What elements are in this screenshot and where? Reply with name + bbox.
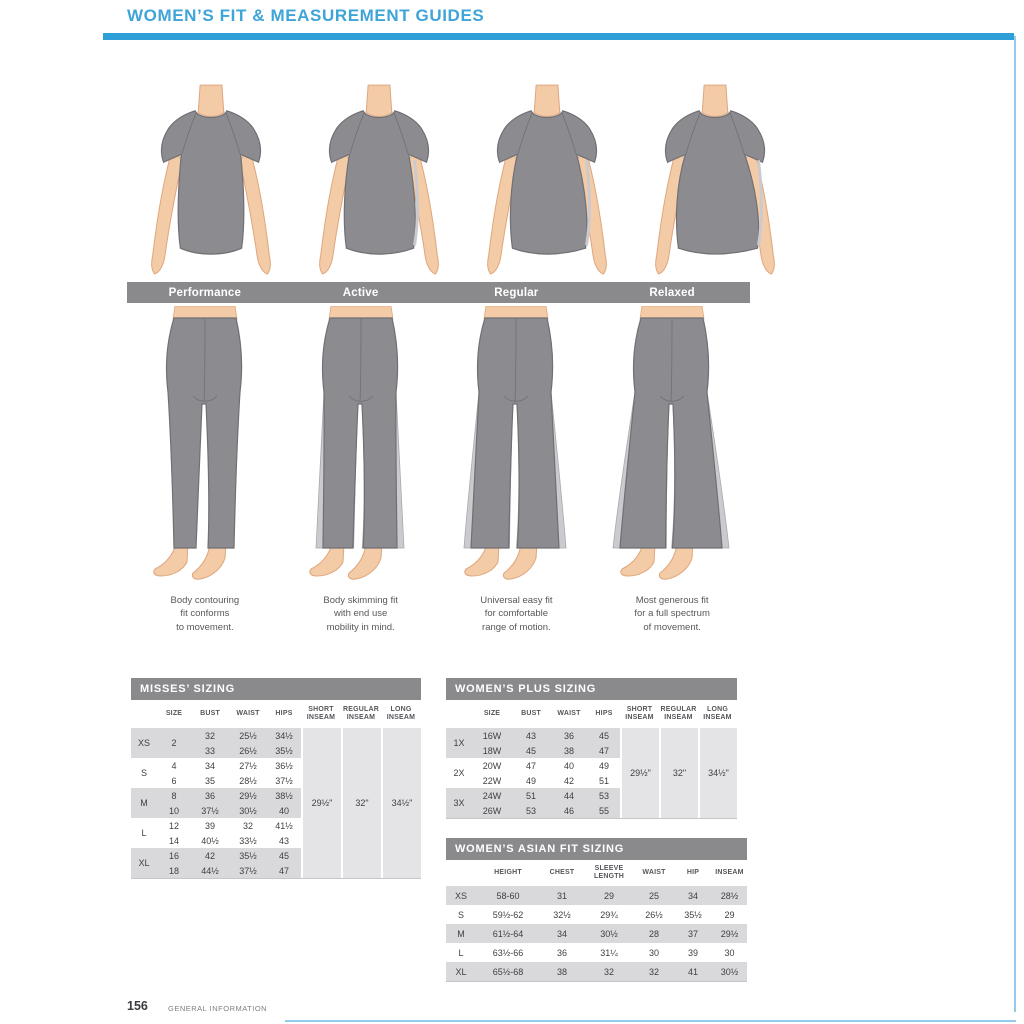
fit-description-line: fit conforms [180,608,230,620]
table-cell: 34 [204,760,215,771]
page-title: WOMEN’S FIT & MEASUREMENT GUIDES [127,6,485,25]
table-cell: 28½ [720,890,739,901]
fit-labels-banner [127,282,750,303]
inseam-band: 32" [343,728,381,878]
pants-graphic [597,306,747,584]
col-header-spacer [446,700,472,728]
table-cell: 28½ [239,775,257,786]
table-cell: 39 [204,820,215,831]
fit-description [127,594,283,634]
table-cell: 25 [648,890,659,901]
measurement-rows [512,788,620,818]
table-row [446,962,747,981]
table-body [131,728,421,879]
figure-right-foot [192,544,226,579]
col-header-spacer [446,860,476,886]
size-group-row [131,758,301,788]
table-cell: 33 [204,745,215,756]
column-header: WAIST [557,709,581,717]
table-row [191,743,301,758]
table-cell: 49 [525,775,536,786]
fit-description-line: with end use [333,608,388,620]
size-number: 12 [168,820,179,831]
table-cell: 59½-62 [492,909,524,920]
size-number: 2 [171,738,177,748]
table-row [191,848,301,863]
size-label: L [458,947,464,958]
table-row [446,943,747,962]
table-header-row [446,860,747,886]
fit-description [439,594,595,634]
table-row [191,758,301,773]
table-cell: 32½ [553,909,571,920]
column-header: INSEAM [715,868,744,876]
column-header: REGULAR INSEAM [660,705,697,721]
column-header: WAIST [642,868,666,876]
table-cell: 42 [204,850,215,861]
pants-illustrations-row [127,306,750,586]
size-numbers [157,848,191,878]
footer-section-label: GENERAL INFORMATION [168,1004,268,1013]
table-title: WOMEN’S PLUS SIZING [446,678,737,700]
table-cell: 29¾ [600,909,618,920]
table-cell: 30 [724,947,735,958]
fit-label: Active [342,286,379,299]
table-row [446,924,747,943]
size-numbers [472,758,512,788]
size-label: M [140,798,148,808]
table-cell: 35 [204,775,215,786]
figure-right-foot [504,544,538,579]
inseam-band: 32" [661,728,698,818]
shirt-body [498,111,597,254]
size-group-row [446,728,620,758]
page-edge-line-vertical [1014,36,1016,1012]
table-row [191,833,301,848]
column-header: SHORT INSEAM [625,705,654,721]
table-cell: 63½-66 [492,947,524,958]
table-row [446,905,747,924]
table-cell: 29½ [720,928,739,939]
fit-label: Regular [494,286,539,299]
fit-label: Relaxed [649,286,695,299]
table-title: MISSES’ SIZING [131,678,421,700]
size-label: XL [138,858,150,868]
column-header: SIZE [483,709,501,717]
header-rule [103,33,1014,40]
pants-body [166,318,241,548]
table-cell: 51 [525,790,536,801]
table-row [512,788,620,803]
table-row [512,773,620,788]
fit-description-line: Body contouring [170,595,240,606]
size-label: S [140,768,147,778]
size-number: 6 [171,775,177,786]
figure-waist [173,306,237,319]
figure-waist [329,306,393,319]
size-number: 18W [482,745,502,756]
fit-description-line: Most generous fit [635,595,709,606]
pants-graphic [286,306,436,584]
table-row [512,803,620,818]
size-number: 4 [171,760,177,771]
pants-illustration [594,306,750,586]
womens-plus-sizing-table [446,678,737,819]
table-cell: 25½ [239,730,257,741]
figure-left-foot [309,544,343,576]
measurement-rows [191,788,301,818]
pants-illustration [127,306,283,586]
fit-description-line: mobility in mind. [326,621,395,633]
table-cell: 37 [687,928,698,939]
table-cell: 36 [556,947,567,958]
size-number: 16 [168,850,179,861]
figure-left-foot [621,544,655,576]
column-header: CHEST [549,868,575,876]
size-group-row [131,848,301,878]
figure-left-foot [154,544,188,576]
figure-right-foot [660,544,694,579]
column-header: HIP [686,868,700,876]
table-cell: 29½ [239,790,257,801]
size-numbers [472,728,512,758]
table-cell: 42 [563,775,574,786]
table-cell: 31 [556,890,567,901]
table-cell: 29 [603,890,614,901]
size-numbers [157,818,191,848]
table-cell: 30½ [720,966,739,977]
measurement-rows [191,758,301,788]
table-cell: 44½ [201,865,219,876]
size-number: 8 [171,790,177,801]
table-cell: 35½ [275,745,293,756]
shirt-illustration [295,84,463,282]
column-header: LONG INSEAM [386,705,416,721]
figure-right-foot [348,544,382,579]
table-cell: 31¼ [600,947,618,958]
table-cell: 34 [687,890,698,901]
table-cell: 36 [563,730,574,741]
size-numbers [157,728,191,758]
table-cell: 65½-68 [492,966,524,977]
pants-graphic [441,306,591,584]
womens-asian-fit-sizing-table [446,838,747,982]
table-cell: 38 [563,745,574,756]
fit-label: Performance [168,286,242,299]
table-cell: 32 [242,820,253,831]
table-row [191,803,301,818]
measurement-rows [191,848,301,878]
size-number: 26W [482,805,502,816]
table-cell: 49 [598,760,609,771]
figure-left-foot [465,544,499,576]
size-label: XS [454,890,467,901]
size-numbers [157,758,191,788]
size-label: S [457,909,464,920]
table-cell: 32 [648,966,659,977]
table-header-row [446,700,737,728]
table-row [191,728,301,743]
table-body [446,728,737,819]
table-cell: 27½ [239,760,257,771]
table-row [191,788,301,803]
size-number: 18 [168,865,179,876]
size-numbers [157,788,191,818]
table-cell: 35½ [684,909,702,920]
fit-description [594,594,750,634]
page-number: 156 [127,999,148,1013]
table-cell: 30½ [239,805,257,816]
column-header: LONG INSEAM [703,705,732,721]
size-group-row [131,788,301,818]
size-number: 22W [482,775,502,786]
col-header-spacer [131,700,157,728]
table-cell: 32 [603,966,614,977]
table-cell: 29 [724,909,735,920]
table-cell: 38 [556,966,567,977]
table-cell: 39 [687,947,698,958]
table-cell: 34½ [275,730,293,741]
size-number: 10 [168,805,179,816]
figure-waist [640,306,704,319]
column-header: BUST [521,709,541,717]
table-cell: 58-60 [496,890,520,901]
fit-description-line: for a full spectrum [634,608,710,620]
shirt-graphic [295,84,463,280]
fit-description-line: of movement. [643,621,701,633]
table-cell: 36½ [275,760,293,771]
size-number: 20W [482,760,502,771]
shirt-illustrations-row [127,84,750,282]
column-header: HIPS [595,709,613,717]
column-header: SIZE [165,709,183,717]
table-row [512,758,620,773]
table-cell: 45 [598,730,609,741]
figure-waist [484,306,548,319]
fit-description-line: to movement. [176,621,234,633]
table-cell: 26½ [645,909,663,920]
column-header: REGULAR INSEAM [342,705,379,721]
shirt-graphic [127,84,295,280]
fit-description [283,594,439,634]
table-cell: 40½ [201,835,219,846]
table-cell: 61½-64 [492,928,524,939]
column-header: SHORT INSEAM [306,705,336,721]
table-cell: 37½ [201,805,219,816]
size-label: 1X [453,738,465,748]
size-number: 24W [482,790,502,801]
table-cell: 30 [648,947,659,958]
fit-description-line: range of motion. [482,621,551,633]
pants-illustration [283,306,439,586]
fit-description-line: Body skimming fit [323,595,398,606]
inseam-band: 34½" [383,728,421,878]
size-label: XL [455,966,467,977]
table-cell: 34 [556,928,567,939]
table-row [191,818,301,833]
size-label: L [141,828,147,838]
pants-body [471,318,559,548]
fit-description-line: Universal easy fit [480,595,553,606]
table-cell: 51 [598,775,609,786]
table-cell: 37½ [239,865,257,876]
table-cell: 53 [525,805,536,816]
table-cell: 43 [525,730,536,741]
table-row [191,773,301,788]
shirt-illustration [631,84,799,282]
table-cell: 41 [687,966,698,977]
table-cell: 35½ [239,850,257,861]
size-label: M [457,928,465,939]
table-cell: 32 [204,730,215,741]
table-body [446,886,747,982]
page-edge-line-horizontal [285,1020,1016,1022]
table-cell: 41½ [275,820,293,831]
table-cell: 40 [563,760,574,771]
pants-graphic [130,306,280,584]
table-row [512,728,620,743]
column-header: HEIGHT [494,868,522,876]
table-cell: 26½ [239,745,257,756]
table-row [446,886,747,905]
size-label: 2X [453,768,465,778]
size-label: 3X [453,798,465,808]
table-cell: 38½ [275,790,293,801]
size-numbers [472,788,512,818]
column-header: HIPS [275,709,293,717]
table-cell: 33½ [239,835,257,846]
misses-sizing-table [131,678,421,879]
table-cell: 47 [278,865,289,876]
table-row [191,863,301,878]
table-cell: 43 [278,835,289,846]
table-cell: 36 [204,790,215,801]
column-header: WAIST [236,709,260,717]
column-header: BUST [200,709,220,717]
shirt-illustration [463,84,631,282]
figure-neck [366,85,392,116]
shirt-graphic [463,84,631,280]
fit-description-line: for comfortable [484,608,549,620]
pants-body [620,318,722,548]
column-header: SLEEVE LENGTH [594,864,624,880]
table-cell: 47 [525,760,536,771]
size-label: XS [137,738,150,748]
pants-body [322,318,397,548]
pants-illustration [439,306,595,586]
size-group-row [131,728,301,758]
inseam-band: 29½" [303,728,341,878]
table-cell: 40 [278,805,289,816]
shirt-illustration [127,84,295,282]
table-cell: 47 [598,745,609,756]
shirt-body [666,111,765,254]
size-group-row [131,818,301,848]
table-row [512,743,620,758]
inseam-band: 29½" [622,728,659,818]
table-cell: 46 [563,805,574,816]
table-cell: 30½ [600,928,618,939]
figure-neck [534,85,560,116]
figure-neck [702,85,728,116]
table-cell: 37½ [275,775,293,786]
table-cell: 45 [525,745,536,756]
size-number: 14 [168,835,179,846]
size-group-row [446,788,620,818]
figure-neck [198,85,224,116]
size-group-row [446,758,620,788]
measurement-rows [512,728,620,758]
table-cell: 44 [563,790,574,801]
fit-descriptions-row [127,594,750,634]
measurement-rows [191,728,301,758]
measurement-rows [512,758,620,788]
table-cell: 28 [648,928,659,939]
inseam-band: 34½" [700,728,737,818]
table-cell: 45 [278,850,289,861]
table-title: WOMEN’S ASIAN FIT SIZING [446,838,747,860]
shirt-graphic [631,84,799,280]
measurement-rows [191,818,301,848]
table-cell: 55 [598,805,609,816]
size-number: 16W [482,730,502,741]
table-header-row [131,700,421,728]
table-cell: 53 [598,790,609,801]
